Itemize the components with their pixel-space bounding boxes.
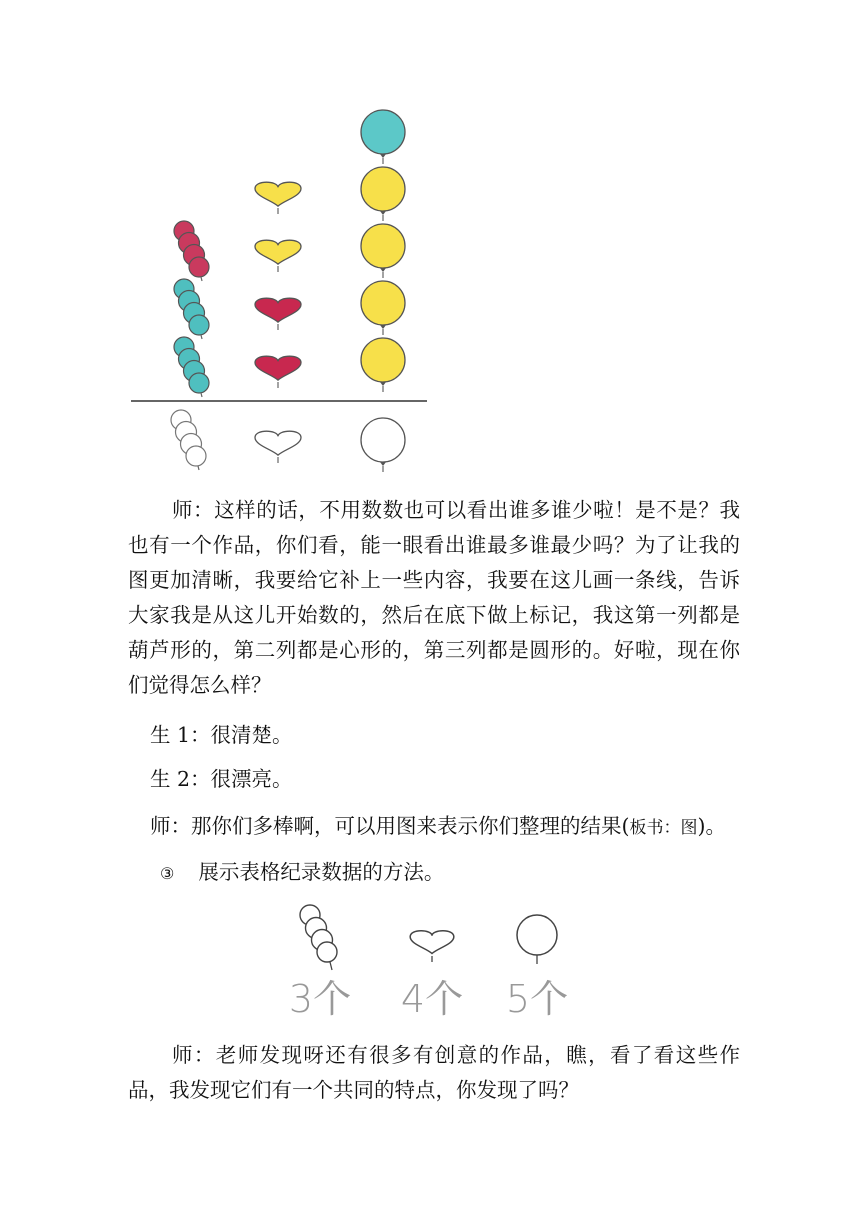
column-labels — [171, 410, 405, 472]
circle-icon — [361, 418, 405, 472]
step-3-text: 展示表格纪录数据的方法。 — [198, 860, 445, 884]
heart-balloon-icon — [255, 298, 301, 330]
student-2-line: 生 2：很漂亮。 — [150, 767, 293, 791]
gourd-balloon-icon — [174, 279, 209, 339]
gourd-column — [174, 221, 209, 397]
gourd-tally — [289, 905, 351, 1021]
board-note: 板书：图 — [629, 818, 698, 838]
heart-count-label: 4个 — [400, 977, 464, 1021]
circle-column — [361, 110, 405, 392]
circle-balloon-icon — [361, 281, 405, 335]
step-marker: ③ — [160, 864, 175, 883]
heart-icon — [255, 431, 301, 463]
circle-count-label: 5个 — [505, 977, 569, 1021]
circle-tally — [506, 915, 568, 1021]
heart-balloon-icon — [255, 240, 301, 272]
gourd-balloon-icon — [174, 221, 209, 281]
teacher-paragraph-1: 师：这样的话，不用数数也可以看出谁多谁少啦！是不是？我也有一个作品，你们看，能一眼看出谁最多谁最少吗？为了让我的图更加清晰，我要给它补上一些内容，我要在这儿画一条线，告诉大家我是从这儿开始数的，然后在底下做上标记，我这第一列都是葫芦形的，第二列都是心形的，第三列都是圆形的。好啦，现在你们觉得怎么样？ — [128, 498, 740, 697]
heart-balloon-icon — [255, 356, 301, 388]
circle-balloon-icon — [361, 338, 405, 392]
gourd-count-label: 3个 — [288, 977, 352, 1021]
circle-balloon-icon — [361, 167, 405, 221]
circle-balloon-icon — [361, 110, 405, 164]
circle-balloon-icon — [361, 224, 405, 278]
teacher-line-2 — [150, 811, 726, 843]
heart-column — [255, 182, 301, 388]
teacher-line-2-text: 师：那你们多棒啊，可以用图来表示你们整理的结果( — [150, 814, 630, 838]
gourd-balloon-icon — [174, 337, 209, 397]
teacher-line-2-end: )。 — [697, 814, 726, 838]
balloon-pictograph — [0, 0, 860, 480]
teacher-paragraph-2: 师：老师发现呀还有很多有创意的作品，瞧，看了看这些作品，我发现它们有一个共同的特点，你发现了吗？ — [128, 1043, 740, 1102]
heart-balloon-icon — [255, 182, 301, 214]
step-3-line — [160, 857, 444, 889]
gourd-icon — [171, 410, 206, 470]
student-1-line: 生 1：很清楚。 — [150, 723, 293, 747]
heart-tally — [401, 931, 463, 1021]
